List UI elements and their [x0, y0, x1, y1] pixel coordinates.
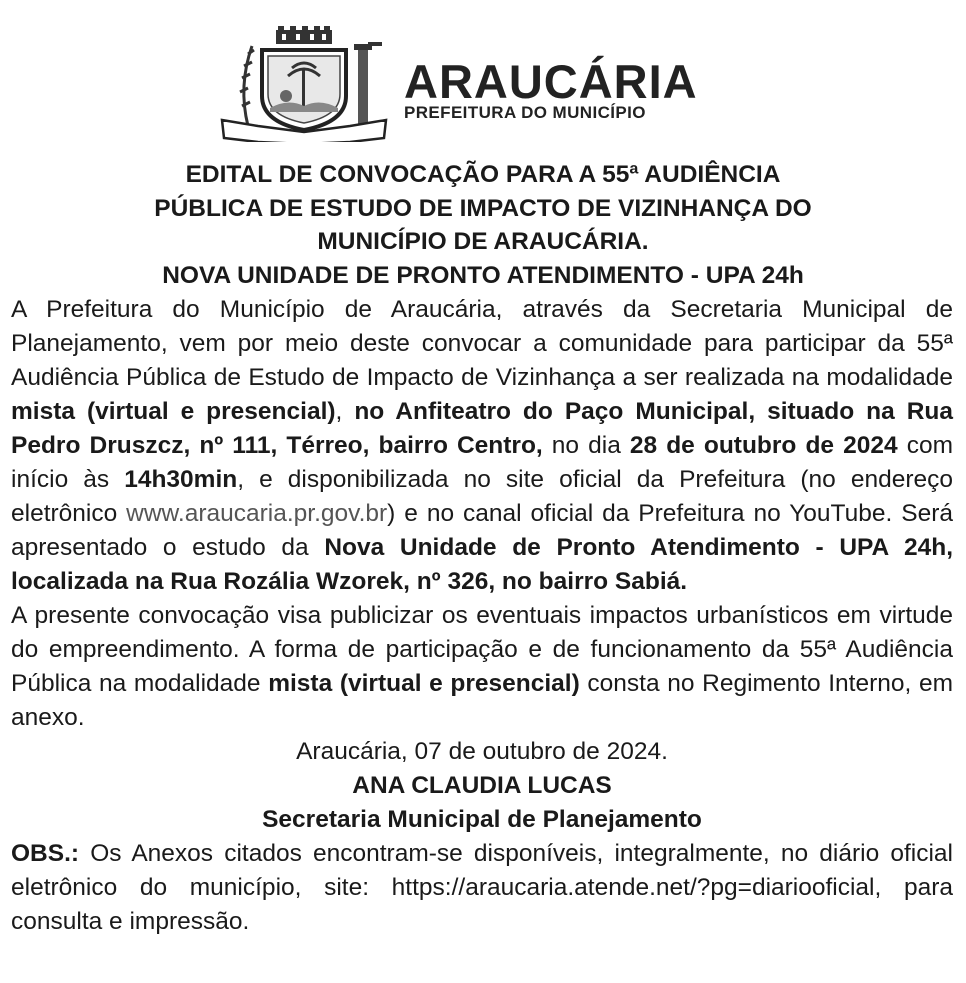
- notice-title: [0, 158, 966, 292]
- bold-date: 28 de outubro de 2024: [629, 432, 898, 459]
- text-run: no dia: [542, 432, 630, 459]
- bold-modality: mista (virtual e presencial): [11, 398, 336, 425]
- text-run: consta no Regimento Interno, em anexo.: [11, 670, 953, 731]
- obs-label: OBS.:: [11, 840, 80, 867]
- observation: [11, 837, 953, 939]
- title-line-1: EDITAL DE CONVOCAÇÃO PARA A 55ª AUDIÊNCIA: [185, 161, 781, 188]
- title-line-4: NOVA UNIDADE DE PRONTO ATENDIMENTO - UPA 24h: [162, 261, 804, 289]
- bold-project: Nova Unidade de Pronto Atendimento - UPA 24h, localizada na Rua Rozália Wzorek, nº 326, no bairro Sabiá.: [11, 534, 954, 595]
- text-run: ) e no canal oficial da Prefeitura no YouTube. Será apresentado o estudo da: [11, 500, 953, 561]
- text-run: A Prefeitura do Município de Araucária, através da Secretaria Municipal de Planejamento, vem por meio deste convocar a comunidade para participar da 55ª Audiência Pública de Estudo de Impacto de Vizinhança a ser realizada na modalidade: [11, 296, 953, 391]
- text-run: , e disponibilizada no site oficial da Prefeitura (no endereço eletrônico: [11, 466, 953, 527]
- municipal-coat-of-arms-icon: [218, 26, 390, 142]
- brand-subtitle: PREFEITURA DO MUNICÍPIO: [404, 103, 646, 122]
- signatory-role: Secretaria Municipal de Planejamento: [262, 806, 702, 833]
- text-run: ,: [335, 398, 355, 425]
- date-line: Araucária, 07 de outubro de 2024.: [296, 738, 668, 765]
- bold-modality: mista (virtual e presencial): [268, 670, 580, 697]
- paragraph-convocation: [11, 293, 953, 599]
- title-line-3: MUNICÍPIO DE ARAUCÁRIA.: [317, 228, 649, 255]
- obs-text: Os Anexos citados encontram-se disponíveis, integralmente, no diário oficial eletrônico do município, site: https://araucaria.atende.net/?pg=diariooficial, para consulta e impressão.: [11, 840, 953, 935]
- notice-body: [11, 293, 953, 939]
- text-run: A presente convocação visa publicizar os eventuais impactos urbanísticos em virtude do empreendimento. A forma de participação e de funcionamento da 55ª Audiência Pública na modalidade: [11, 602, 953, 697]
- title-line-2: PÚBLICA DE ESTUDO DE IMPACTO DE VIZINHANÇA DO: [154, 194, 812, 222]
- bold-venue: no Anfiteatro do Paço Municipal, situado na Rua Pedro Druszcz, nº 111, Térreo, bairro Centro,: [11, 398, 953, 459]
- bold-time: 14h30min: [124, 466, 238, 493]
- text-run: com início às: [11, 432, 953, 493]
- letterhead: [0, 26, 966, 144]
- signatory-name: ANA CLAUDIA LUCAS: [352, 772, 612, 799]
- paragraph-purpose: [11, 599, 953, 735]
- brand-block: [404, 55, 698, 122]
- brand-name: ARAUCÁRIA: [404, 55, 698, 108]
- website-link[interactable]: www.araucaria.pr.gov.br: [126, 500, 388, 527]
